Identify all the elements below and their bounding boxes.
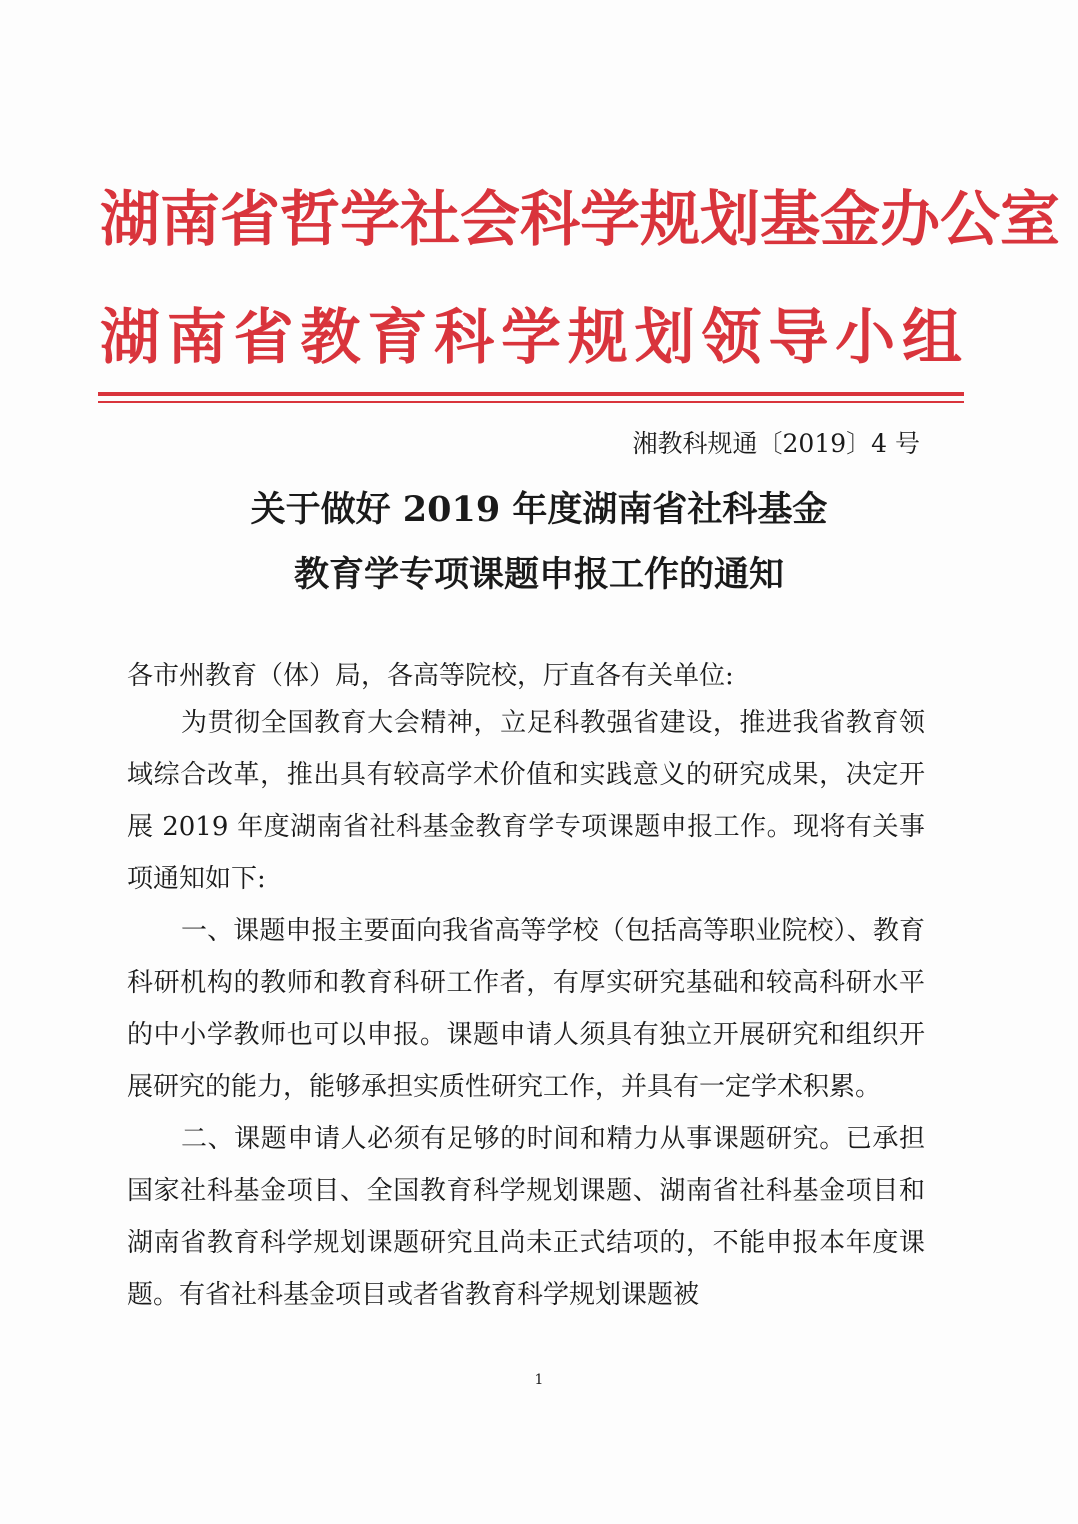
body-text (127, 697, 925, 1321)
page-number: 1 (534, 1372, 544, 1388)
issuer-name-line-2: 湖南省教育科学规划领导小组 (100, 303, 962, 373)
document-title-line-1: 关于做好 2019 年度湖南省社科基金 (250, 489, 828, 530)
issuer-name-line-1: 湖南省哲学社会科学规划基金办公室 (100, 185, 1060, 255)
red-separator-thick (98, 392, 964, 396)
paragraph: 二、课题申请人必须有足够的时间和精力从事课题研究。已承担国家社科基金项目、全国教育科学规划课题、湖南省社科基金项目和湖南省教育科学规划课题研究且尚未正式结项的，不能申报本年度课题。有省社科基金项目或者省教育科学规划课题被 (127, 1124, 925, 1310)
paragraph: 一、课题申报主要面向我省高等学校（包括高等职业院校）、教育科研机构的教师和教育科研工作者，有厚实研究基础和较高科研水平的中小学教师也可以申报。课题申请人须具有独立开展研究和组织开展研究的能力，能够承担实质性研究工作，并具有一定学术积累。 (127, 916, 925, 1102)
salutation: 各市州教育（体）局，各高等院校，厅直各有关单位: (127, 661, 734, 691)
document-title-line-2: 教育学专项课题申报工作的通知 (293, 554, 784, 595)
red-separator-thin (98, 401, 964, 403)
document-number: 湘教科规通〔2019〕4 号 (632, 429, 920, 458)
paragraph: 为贯彻全国教育大会精神，立足科教强省建设，推进我省教育领域综合改革，推出具有较高学术价值和实践意义的研究成果，决定开展 2019 年度湖南省社科基金教育学专项课题申报工作。现将有关事项通知如下: (127, 708, 925, 894)
